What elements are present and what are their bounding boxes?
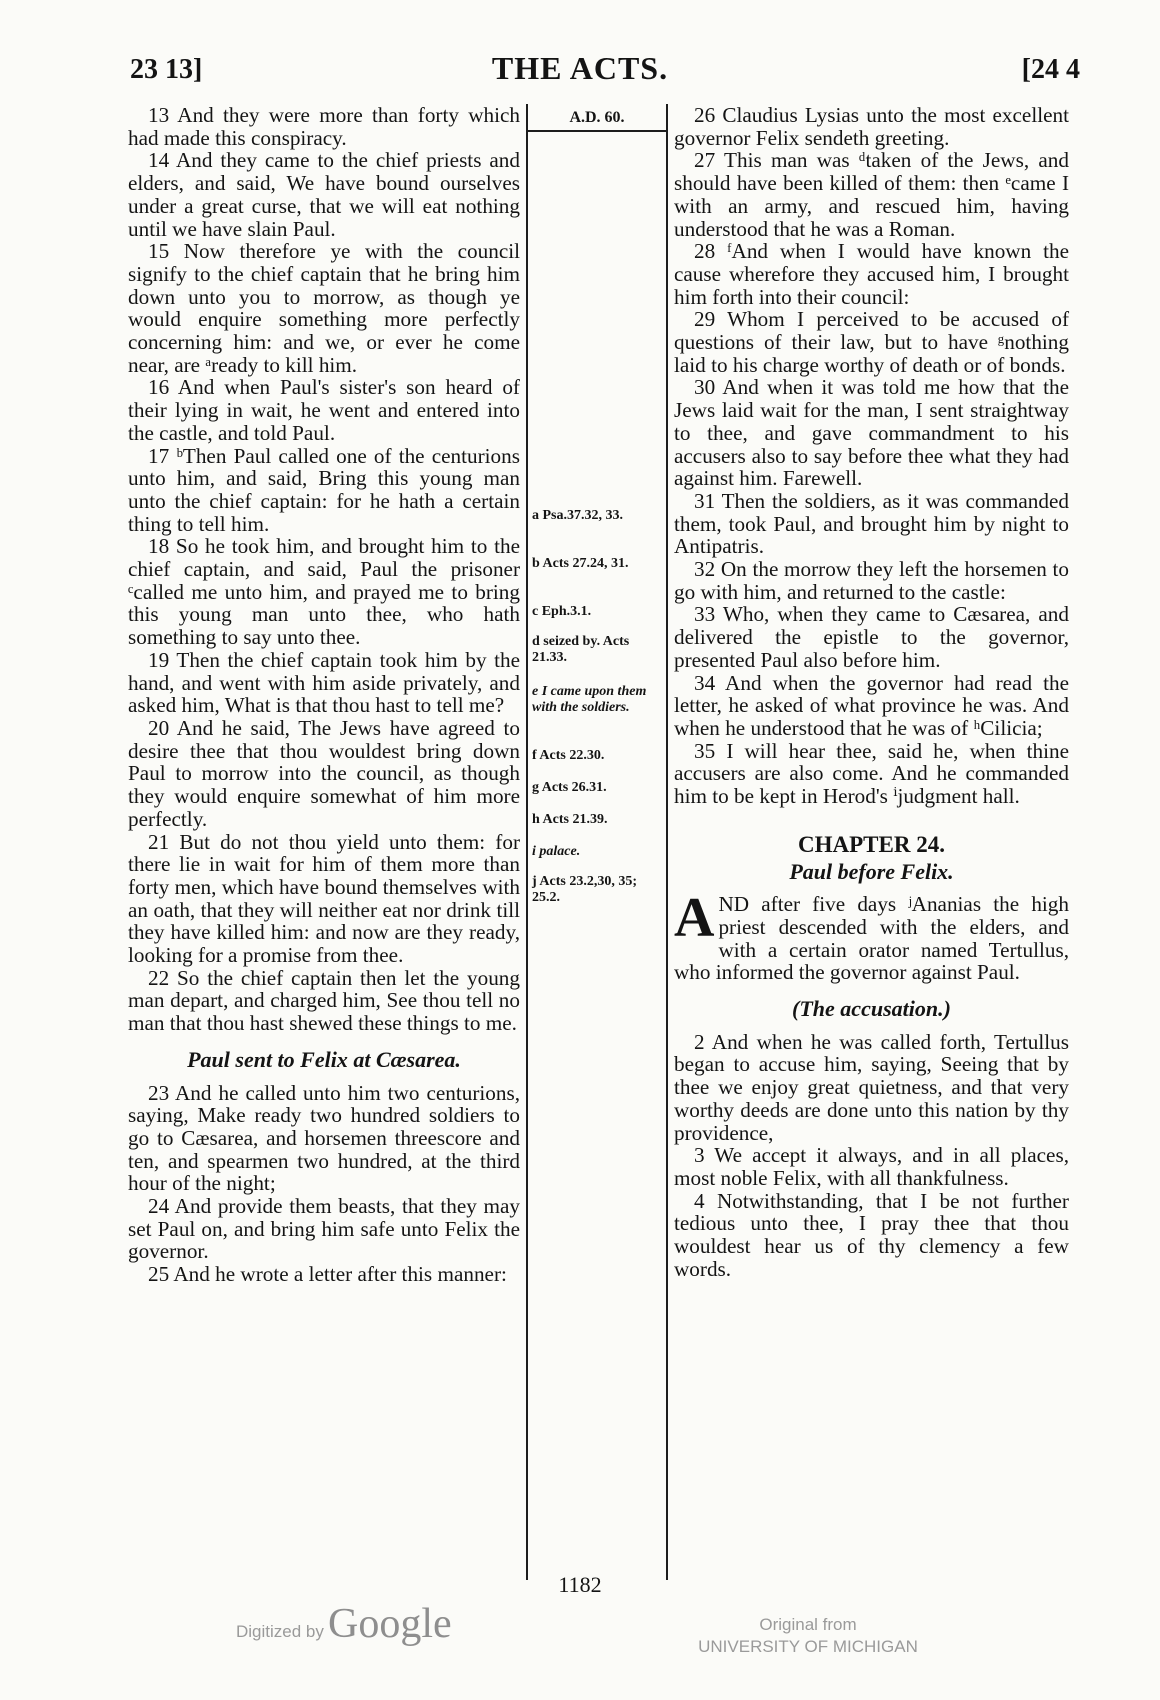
page-number: 1182 (558, 1572, 602, 1597)
verse: 19 Then the chief captain took him by the hand, and went with him aside privately, and asked him, What is that thou hast to tell me? (128, 647, 520, 718)
verse: 20 And he said, The Jews have agreed to desire thee that thou wouldest bring down Paul to morrow into the council, as though they would enquire somewhat of him more perfectly. (128, 715, 520, 831)
header-chapter-range-start: 23 13] (130, 54, 203, 85)
cross-reference: f Acts 22.30. (532, 748, 605, 763)
drop-cap: A (674, 887, 715, 950)
cross-reference: j Acts 23.2,30, 35; 25.2. (532, 874, 637, 905)
margin-date: A.D. 60. (528, 104, 666, 132)
cross-reference: b Acts 27.24, 31. (532, 556, 629, 571)
cross-reference: d seized by. Acts 21.33. (532, 634, 630, 665)
verse: 29 Whom I perceived to be accused of questions of their law, but to have ᵍnothing laid to his charge worthy of death or of bonds. (674, 307, 1069, 377)
verse: 26 Claudius Lysias unto the most excellent governor Felix sendeth greeting. (674, 103, 1069, 150)
right-text-column (674, 104, 1069, 1280)
source-attribution-line1: Original from (759, 1615, 857, 1634)
section-heading: Paul sent to Felix at Cæsarea. (187, 1046, 461, 1072)
verse: 15 Now therefore ye with the council signify to the chief captain that he bring him down unto you to morrow, as though ye would enquire something more perfectly concerning him: and we, or ever he come near, are ᵃready to kill him. (128, 239, 520, 377)
verse: 31 Then the soldiers, as it was commanded them, took Paul, and brought him by night to Antipatris. (674, 488, 1069, 559)
verse: 4 Notwithstanding, that I be not further tedious unto thee, I pray thee that thou wouldest hear us of thy clemency a few words. (674, 1188, 1069, 1281)
verse: 22 So the chief captain then let the young man depart, and charged him, See thou tell no man that thou hast shewed these things to me. (128, 965, 520, 1036)
verse: 35 I will hear thee, said he, when thine accusers are also come. And he commanded him to be kept in Herod's ⁱjudgment hall. (674, 738, 1069, 809)
verse: 3 We accept it always, and in all places, most noble Felix, with all thankfulness. (674, 1143, 1069, 1190)
verse: 24 And provide them beasts, that they may set Paul on, and bring him safe unto Felix the governor. (128, 1194, 520, 1264)
verse: 30 And when it was told me how that the Jews laid wait for the man, I sent straightway to thee, and gave commandment to his accusers also to say before thee what they had against him. Farewell. (674, 375, 1069, 491)
verse: 13 And they were more than forty which had made this conspiracy. (128, 103, 520, 150)
source-attribution (693, 1614, 923, 1658)
header-chapter-range-end: [24 4 (1021, 54, 1080, 85)
chapter-title: CHAPTER 24. (798, 831, 945, 857)
column-divider-left (526, 104, 528, 1580)
cross-reference: h Acts 21.39. (532, 812, 608, 827)
verse: 16 And when Paul's sister's son heard of their lying in wait, he went and entered into the castle, and told Paul. (128, 375, 520, 445)
chapter-opening-verse (674, 887, 1069, 985)
cross-reference: g Acts 26.31. (532, 780, 607, 795)
running-header (0, 44, 1160, 88)
section-heading: (The accusation.) (792, 996, 951, 1022)
margin-references (528, 104, 666, 905)
verse: 17 ᵇThen Paul called one of the centurions unto him, and said, Bring this young man unto the chief captain: for he hath a certain thing to tell him. (128, 443, 520, 536)
verse: 14 And they came to the chief priests and elders, and said, We have bound ourselves under a great curse, that we will eat nothing until we have slain Paul. (128, 148, 520, 241)
cross-reference: a Psa.37.32, 33. (532, 508, 623, 523)
verse: 33 Who, when they came to Cæsarea, and delivered the epistle to the governor, presented Paul also before him. (674, 602, 1069, 672)
google-logo: Google (328, 1601, 452, 1647)
verse: 23 And he called unto him two centurions, saying, Make ready two hundred soldiers to go to Cæsarea, and horsemen threescore and ten, and spearmen two hundred, at the third hour of the night; (128, 1080, 520, 1196)
verse: 25 And he wrote a letter after this manner: (148, 1262, 507, 1287)
left-text-column (128, 104, 520, 1286)
verse: 21 But do not thou yield unto them: for there lie in wait for him of them more than forty men, which have bound themselves with an oath, that they will neither eat nor drink till they have killed him: and now are they ready, looking for a promise from thee. (128, 829, 520, 968)
cross-reference: i palace. (532, 844, 581, 859)
source-attribution-line2: UNIVERSITY OF MICHIGAN (698, 1637, 918, 1656)
verse: 2 And when he was called forth, Tertullus began to accuse him, saying, Seeing that by thee we enjoy great quietness, and that very worthy deeds are done unto this nation by thy providence, (674, 1029, 1069, 1145)
cross-reference: e I came upon them with the soldiers. (532, 684, 647, 715)
chapter-subtitle: Paul before Felix. (789, 858, 954, 884)
verse: 34 And when the governor had read the letter, he asked of what province he was. And when he understood that he was of ʰCilicia; (674, 670, 1069, 740)
opening-verse-text: ND after five days ʲAnanias the high priest descended with the elders, and with a certain orator named Tertullus, who informed the governor against Paul. (674, 892, 1069, 985)
verse: 28 ᶠAnd when I would have known the cause wherefore they accused him, I brought him forth into their council: (674, 239, 1069, 309)
verse: 27 This man was ᵈtaken of the Jews, and should have been killed of them: then ᵉcame I with an army, and rescued him, having understood that he was a Roman. (674, 148, 1069, 241)
column-divider-right (666, 104, 668, 1580)
header-book-title: THE ACTS. (491, 50, 669, 86)
digitized-by-label: Digitized by (236, 1622, 324, 1641)
cross-reference: c Eph.3.1. (532, 604, 592, 619)
verse: 18 So he took him, and brought him to the chief captain, and said, Paul the prisoner ᶜcalled me unto him, and prayed me to bring this young man unto thee, who hath something to say unto thee. (128, 534, 520, 650)
verse: 32 On the morrow they left the horsemen to go with him, and returned to the castle: (674, 557, 1069, 604)
